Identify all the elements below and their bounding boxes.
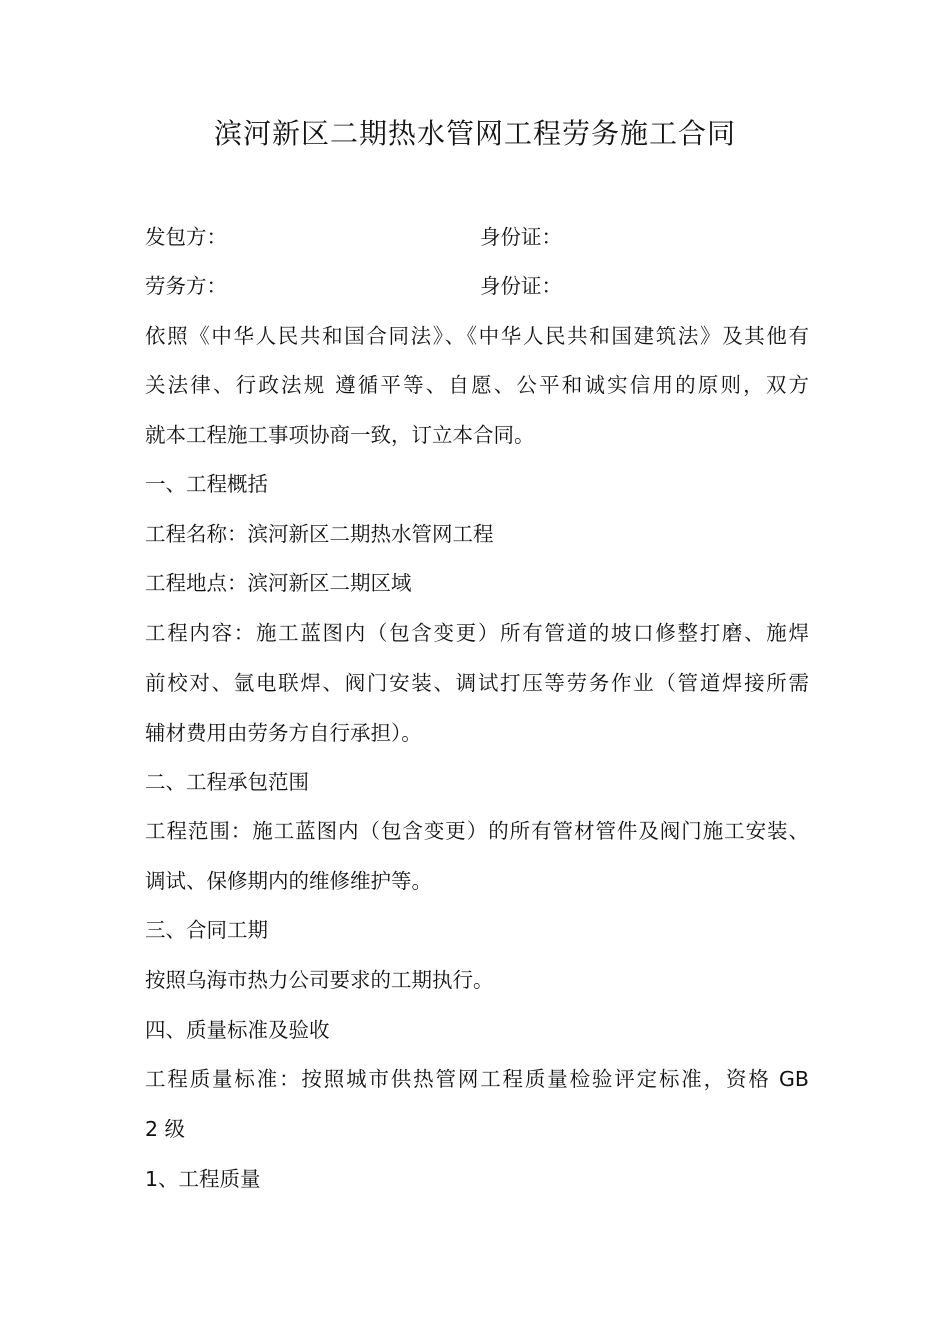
content-line-3: 辅材费用由劳务方自行承担）。 bbox=[145, 721, 422, 745]
party-a-label: 发包方： bbox=[145, 225, 227, 249]
content-line-2: 前校对、氩电联焊、阀门安装、调试打压等劳务作业（管道焊接所需 bbox=[145, 671, 809, 695]
party-b-id-label: 身份证： bbox=[480, 274, 562, 298]
scope-line-2: 调试、保修期内的维修维护等。 bbox=[145, 869, 432, 893]
section-2-heading: 二、工程承包范围 bbox=[145, 770, 309, 794]
subsection-1-heading: 1、工程质量 bbox=[145, 1167, 261, 1191]
section-4-heading: 四、质量标准及验收 bbox=[145, 1018, 330, 1042]
project-name: 工程名称：滨河新区二期热水管网工程 bbox=[145, 522, 494, 546]
scope-line-1: 工程范围：施工蓝图内（包含变更）的所有管材管件及阀门施工安装、 bbox=[145, 819, 809, 843]
project-location: 工程地点：滨河新区二期区域 bbox=[145, 571, 412, 595]
party-a-id-label: 身份证： bbox=[480, 225, 562, 249]
document-title: 滨河新区二期热水管网工程劳务施工合同 bbox=[213, 117, 736, 150]
intro-line-3: 就本工程施工事项协商一致，订立本合同。 bbox=[145, 423, 535, 447]
intro-line-1: 依照《中华人民共和国合同法》、《中华人民共和国建筑法》及其他有 bbox=[145, 324, 809, 348]
quality-line-1: 工程质量标准：按照城市供热管网工程质量检验评定标准，资格 GB bbox=[145, 1067, 809, 1091]
intro-line-2: 关法律、行政法规 遵循平等、自愿、公平和诚实信用的原则，双方 bbox=[145, 373, 809, 397]
quality-line-2: 2 级 bbox=[145, 1117, 186, 1141]
section-1-heading: 一、工程概括 bbox=[145, 472, 268, 496]
content-line-1: 工程内容：施工蓝图内（包含变更）所有管道的坡口修整打磨、施焊 bbox=[145, 621, 809, 645]
section-3-heading: 三、合同工期 bbox=[145, 918, 268, 942]
party-b-label: 劳务方： bbox=[145, 274, 227, 298]
period-text: 按照乌海市热力公司要求的工期执行。 bbox=[145, 968, 494, 992]
